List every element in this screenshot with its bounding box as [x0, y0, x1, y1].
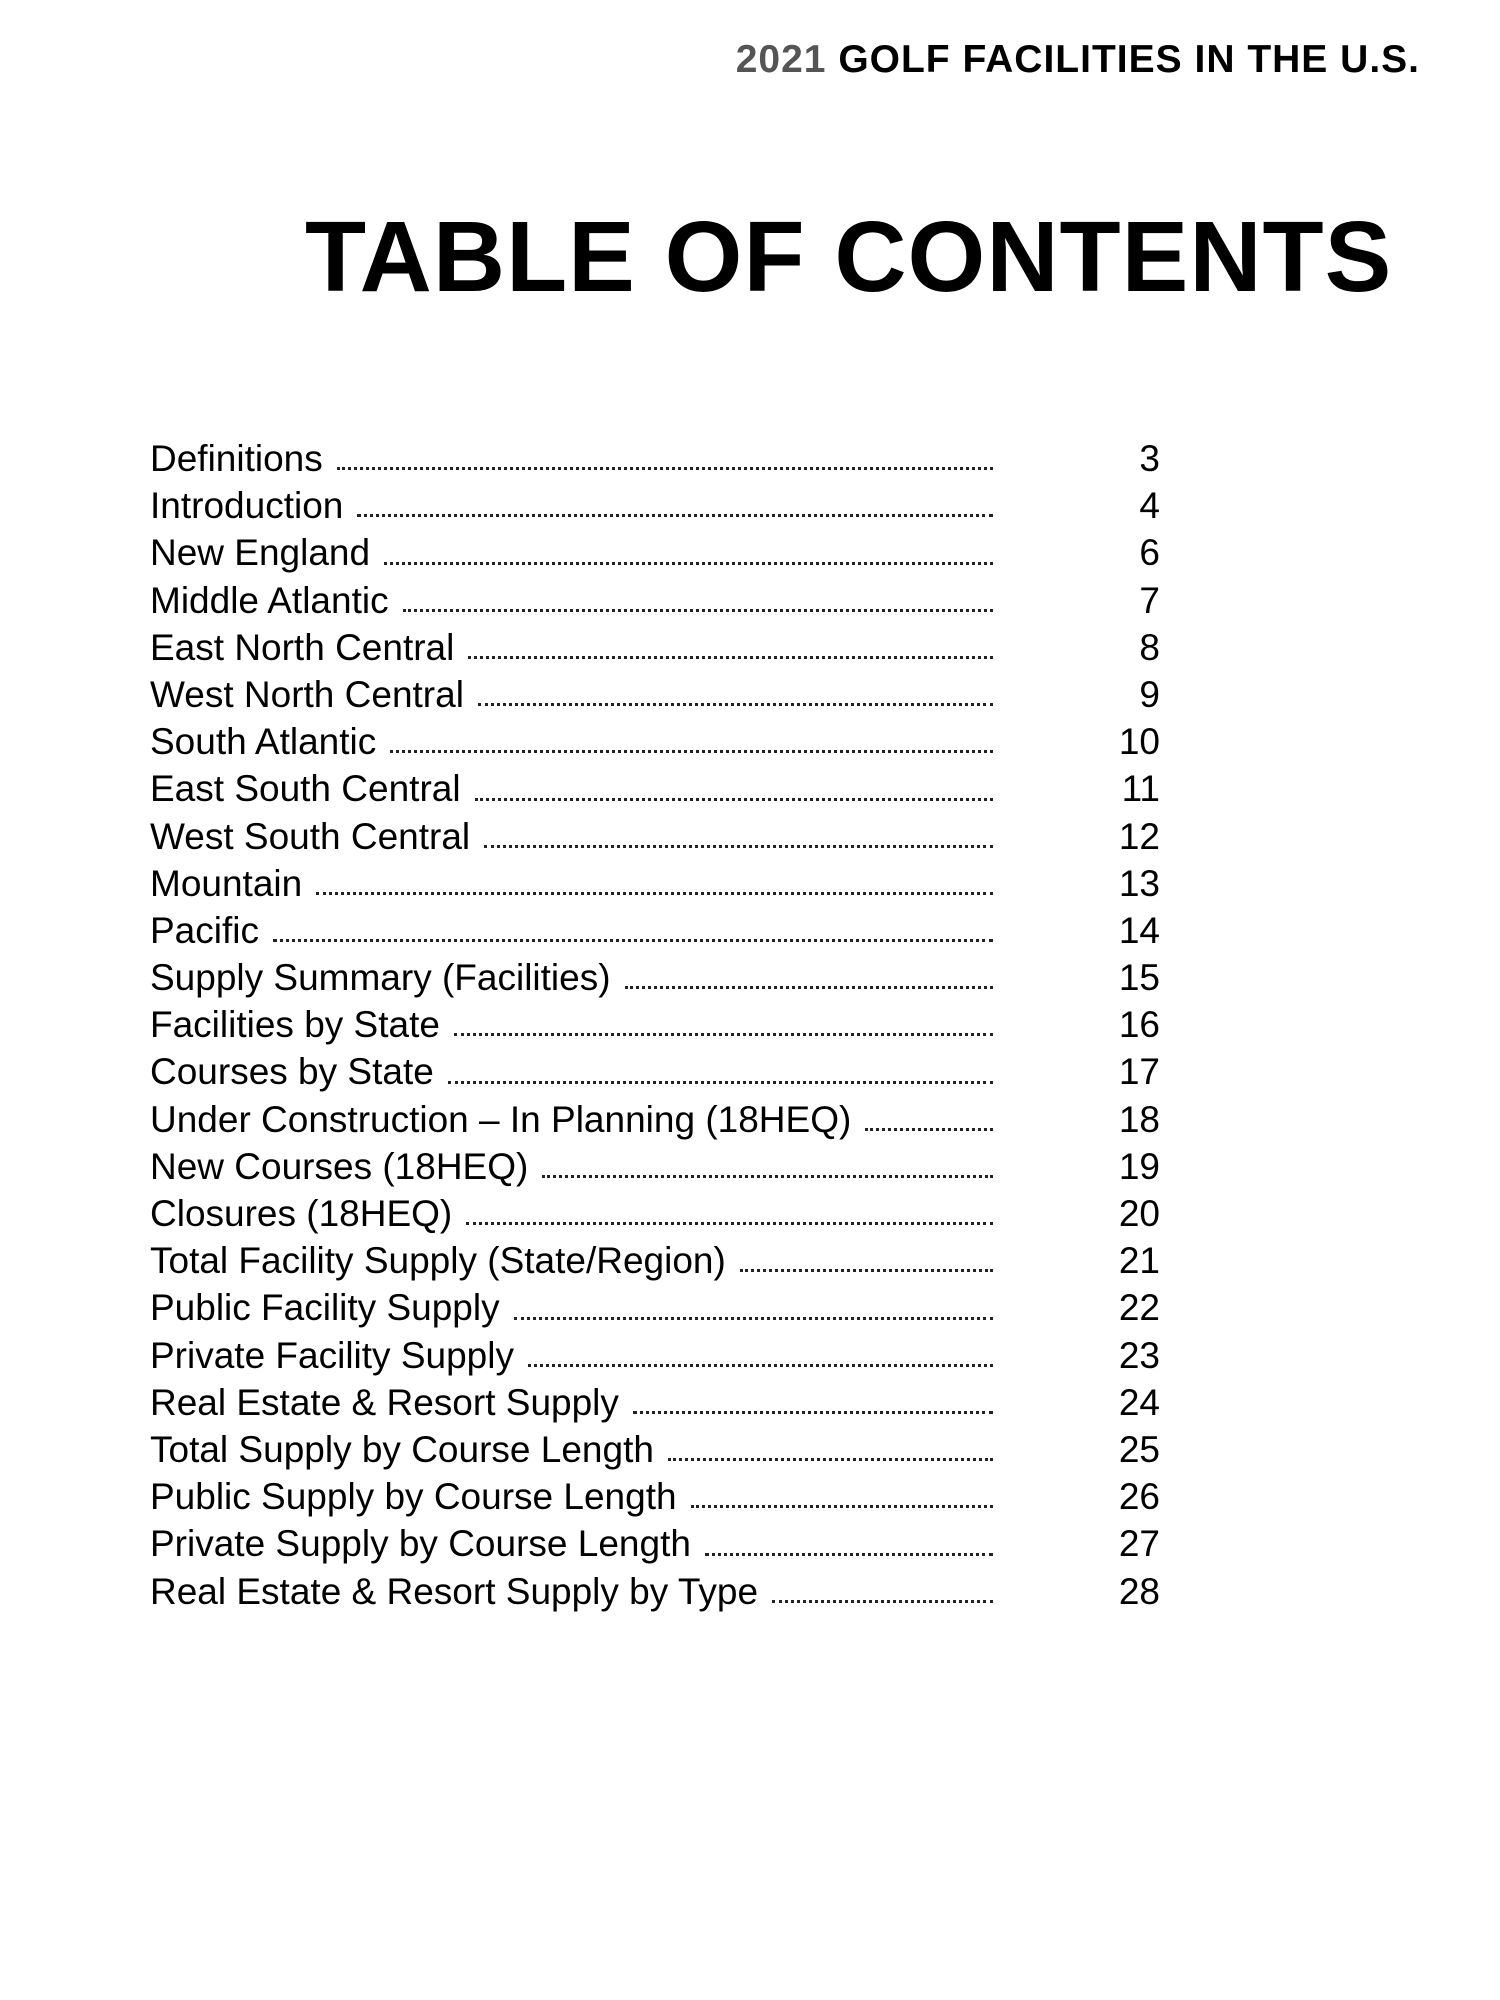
toc-entry-page-number: 26: [1118, 1476, 1160, 1518]
document-header: [736, 38, 1420, 82]
toc-entry-page-number: 19: [1118, 1145, 1160, 1187]
dot-leader: [273, 937, 993, 942]
toc-entry-label: Supply Summary (Facilities): [150, 957, 611, 999]
toc-entry-label: Closures (18HEQ): [150, 1193, 453, 1234]
table-of-contents: [150, 435, 1220, 1615]
toc-entry[interactable]: [150, 765, 1220, 812]
dot-leader: [865, 1126, 993, 1131]
toc-entry-page-number: 22: [1118, 1287, 1160, 1329]
toc-entry-label: East South Central: [150, 768, 461, 810]
toc-entry-label: Real Estate & Resort Supply by Type: [150, 1570, 759, 1612]
toc-entry[interactable]: [150, 1520, 1220, 1567]
toc-entry-label: Real Estate & Resort Supply: [150, 1381, 619, 1423]
dot-leader: [705, 1551, 993, 1556]
toc-entry-page-number: 15: [1118, 957, 1160, 999]
toc-entry-page-number: 14: [1118, 909, 1160, 951]
toc-entry[interactable]: [150, 718, 1220, 765]
dot-leader: [633, 1409, 993, 1414]
toc-entry-page-number: 6: [1139, 532, 1160, 574]
toc-entry-page-number: 27: [1118, 1523, 1160, 1565]
toc-entry[interactable]: [150, 671, 1220, 718]
toc-entry-page-number: 21: [1118, 1240, 1160, 1282]
toc-entry[interactable]: [150, 482, 1220, 529]
dot-leader: [514, 1315, 993, 1320]
toc-entry-page-number: 28: [1118, 1570, 1160, 1612]
toc-entry[interactable]: [150, 1096, 1220, 1143]
toc-entry[interactable]: [150, 1568, 1220, 1615]
dot-leader: [625, 984, 993, 989]
toc-entry-label: Public Facility Supply: [150, 1287, 500, 1329]
toc-entry[interactable]: [150, 860, 1220, 907]
page-title: TABLE OF CONTENTS: [305, 201, 1393, 313]
header-title: GOLF FACILITIES IN THE U.S.: [838, 38, 1420, 81]
dot-leader: [468, 654, 993, 659]
dot-leader: [337, 465, 993, 470]
toc-entry-label: Definitions: [150, 438, 323, 479]
toc-entry[interactable]: [150, 1143, 1220, 1190]
header-year: 2021: [735, 38, 827, 81]
dot-leader: [691, 1503, 993, 1508]
toc-entry-label: New England: [150, 532, 371, 574]
toc-entry[interactable]: [150, 1190, 1220, 1237]
dot-leader: [403, 607, 993, 612]
toc-entry-page-number: 7: [1139, 579, 1160, 621]
toc-entry-label: Private Supply by Course Length: [150, 1523, 691, 1565]
toc-entry-label: Courses by State: [150, 1051, 434, 1093]
toc-entry-page-number: 8: [1139, 626, 1160, 668]
toc-entry-page-number: 24: [1118, 1381, 1160, 1423]
toc-entry-label: New Courses (18HEQ): [150, 1145, 529, 1187]
toc-entry[interactable]: [150, 813, 1220, 860]
dot-leader: [390, 748, 993, 753]
toc-entry-label: Total Facility Supply (State/Region): [150, 1240, 726, 1282]
dot-leader: [668, 1456, 993, 1461]
toc-entry[interactable]: [150, 1048, 1220, 1095]
toc-entry[interactable]: [150, 1379, 1220, 1426]
toc-entry[interactable]: [150, 1001, 1220, 1048]
toc-entry[interactable]: [150, 1284, 1220, 1331]
dot-leader: [466, 1220, 993, 1225]
toc-entry-page-number: 16: [1118, 1004, 1160, 1046]
dot-leader: [475, 796, 993, 801]
dot-leader: [528, 1362, 993, 1367]
toc-entry[interactable]: [150, 1473, 1220, 1520]
toc-entry-label: Mountain: [150, 862, 303, 904]
dot-leader: [740, 1267, 993, 1272]
toc-entry-page-number: 4: [1139, 485, 1160, 527]
toc-entry-page-number: 20: [1118, 1193, 1160, 1234]
toc-entry-label: South Atlantic: [150, 721, 377, 763]
toc-entry[interactable]: [150, 577, 1220, 624]
toc-entry-label: Introduction: [150, 485, 344, 527]
dot-leader: [484, 843, 993, 848]
toc-entry-page-number: 23: [1118, 1334, 1160, 1376]
dot-leader: [448, 1079, 993, 1084]
toc-entry-page-number: 10: [1118, 721, 1160, 763]
toc-entry[interactable]: [150, 435, 1220, 482]
toc-entry[interactable]: [150, 1237, 1220, 1284]
toc-entry[interactable]: [150, 907, 1220, 954]
toc-entry-label: Facilities by State: [150, 1004, 440, 1046]
toc-entry-page-number: 13: [1118, 862, 1160, 904]
toc-entry-label: West North Central: [150, 673, 464, 715]
toc-entry-label: Private Facility Supply: [150, 1334, 514, 1376]
dot-leader: [478, 701, 993, 706]
dot-leader: [357, 512, 993, 517]
toc-entry[interactable]: [150, 1332, 1220, 1379]
toc-entry-page-number: 12: [1118, 815, 1160, 857]
toc-entry-label: West South Central: [150, 815, 471, 857]
toc-entry-page-number: 25: [1118, 1428, 1160, 1470]
toc-entry[interactable]: [150, 1426, 1220, 1473]
toc-entry-page-number: 9: [1139, 673, 1160, 715]
toc-entry-label: Under Construction – In Planning (18HEQ): [150, 1098, 852, 1140]
toc-entry-label: Middle Atlantic: [150, 579, 389, 621]
toc-entry-label: Pacific: [150, 909, 259, 951]
toc-entry-page-number: 3: [1139, 438, 1160, 479]
toc-entry[interactable]: [150, 624, 1220, 671]
dot-leader: [542, 1173, 993, 1178]
dot-leader: [384, 560, 993, 565]
toc-entry[interactable]: [150, 529, 1220, 576]
dot-leader: [772, 1598, 993, 1603]
toc-entry-label: East North Central: [150, 626, 455, 668]
dot-leader: [454, 1031, 993, 1036]
toc-entry-label: Total Supply by Course Length: [150, 1428, 654, 1470]
toc-entry-page-number: 17: [1118, 1051, 1160, 1093]
dot-leader: [316, 890, 993, 895]
toc-entry-page-number: 18: [1118, 1098, 1160, 1140]
toc-entry[interactable]: [150, 954, 1220, 1001]
toc-entry-label: Public Supply by Course Length: [150, 1476, 677, 1518]
toc-entry-page-number: 11: [1121, 768, 1160, 810]
